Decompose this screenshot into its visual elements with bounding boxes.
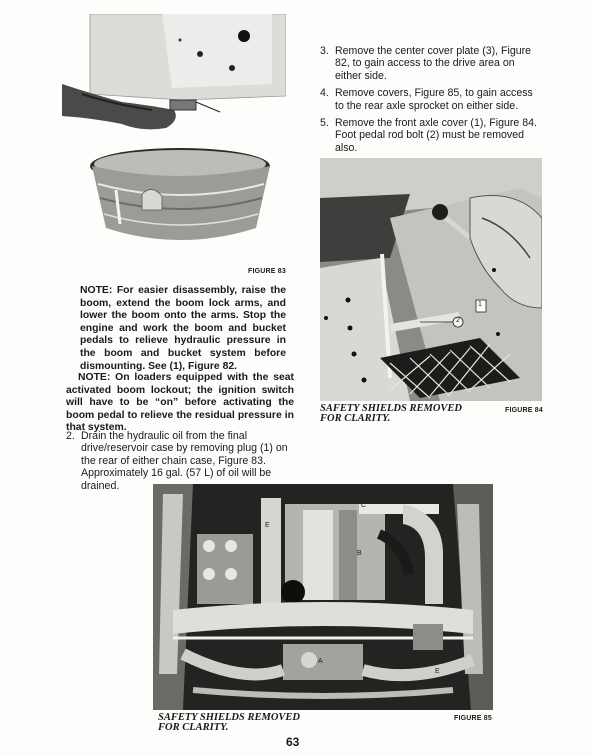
figure-84-photo	[320, 158, 542, 401]
note-disassembly: NOTE: For easier disassembly, raise the boom, extend the boom lock arms, and lower the boom onto the arms. Stop the engine and work the boom and bucket pedals to relieve hydraulic pressure in the boom and bucket system before dismounting. See (1), Figure 82.	[80, 285, 286, 372]
fig85-callout-e-top: E	[265, 522, 270, 529]
fig85-callout-d-left: D	[231, 682, 237, 689]
step-4	[320, 87, 542, 112]
figure-83-label: FIGURE 83	[248, 268, 286, 275]
step-text: Remove the front axle cover (1), Figure 84. Foot pedal rod bolt (2) must be removed also.	[335, 117, 537, 154]
fig85-callout-d-right: D	[405, 682, 411, 689]
fig85-callout-c: C	[361, 502, 367, 509]
step-text: Remove the center cover plate (3), Figure 82, to gain access to the drive area on either side.	[335, 45, 532, 82]
step-text: Remove covers, Figure 85, to gain access to the rear axle sprocket on either side.	[335, 87, 533, 112]
caption-line: SAFETY SHIELDS REMOVED	[320, 403, 462, 414]
step-2	[66, 430, 294, 492]
figure-84-label: FIGURE 84	[505, 407, 543, 414]
figure-85-caption	[158, 713, 300, 733]
right-steps	[320, 45, 542, 154]
step-number: 4.	[320, 87, 329, 100]
step-number: 3.	[320, 45, 329, 57]
figure-84-caption	[320, 404, 462, 424]
step-3	[320, 45, 542, 82]
figure-83-photo	[62, 14, 286, 246]
fig84-callout-2: 2	[456, 317, 460, 324]
fig85-callout-b: B	[357, 550, 362, 557]
step-number: 5.	[320, 117, 329, 130]
caption-line: SAFETY SHIELDS REMOVED	[158, 712, 300, 723]
caption-line: FOR CLARITY.	[320, 413, 391, 424]
page-number: 63	[286, 735, 300, 749]
figure-85-photo	[153, 484, 493, 710]
note-boom-lockout: NOTE: On loaders equipped with the seat activated boom lockout; the ignition switch will have to be “on” before activating the boom pedal to relieve the residual pressure in that system.	[66, 372, 294, 434]
fig85-callout-a: A	[318, 658, 323, 665]
figure-85-label: FIGURE 85	[454, 715, 492, 722]
fig85-callout-e-right: E	[435, 668, 440, 675]
caption-line: FOR CLARITY.	[158, 722, 229, 733]
step-text: Drain the hydraulic oil from the final drive/reservoir case by removing plug (1) on the rear of either chain case, Figure 83. Approximately 16 gal. (57 L) of oil will be drained.	[81, 430, 288, 492]
step-5	[320, 117, 542, 154]
step-number: 2.	[66, 430, 75, 442]
fig84-callout-1: 1	[478, 301, 482, 308]
